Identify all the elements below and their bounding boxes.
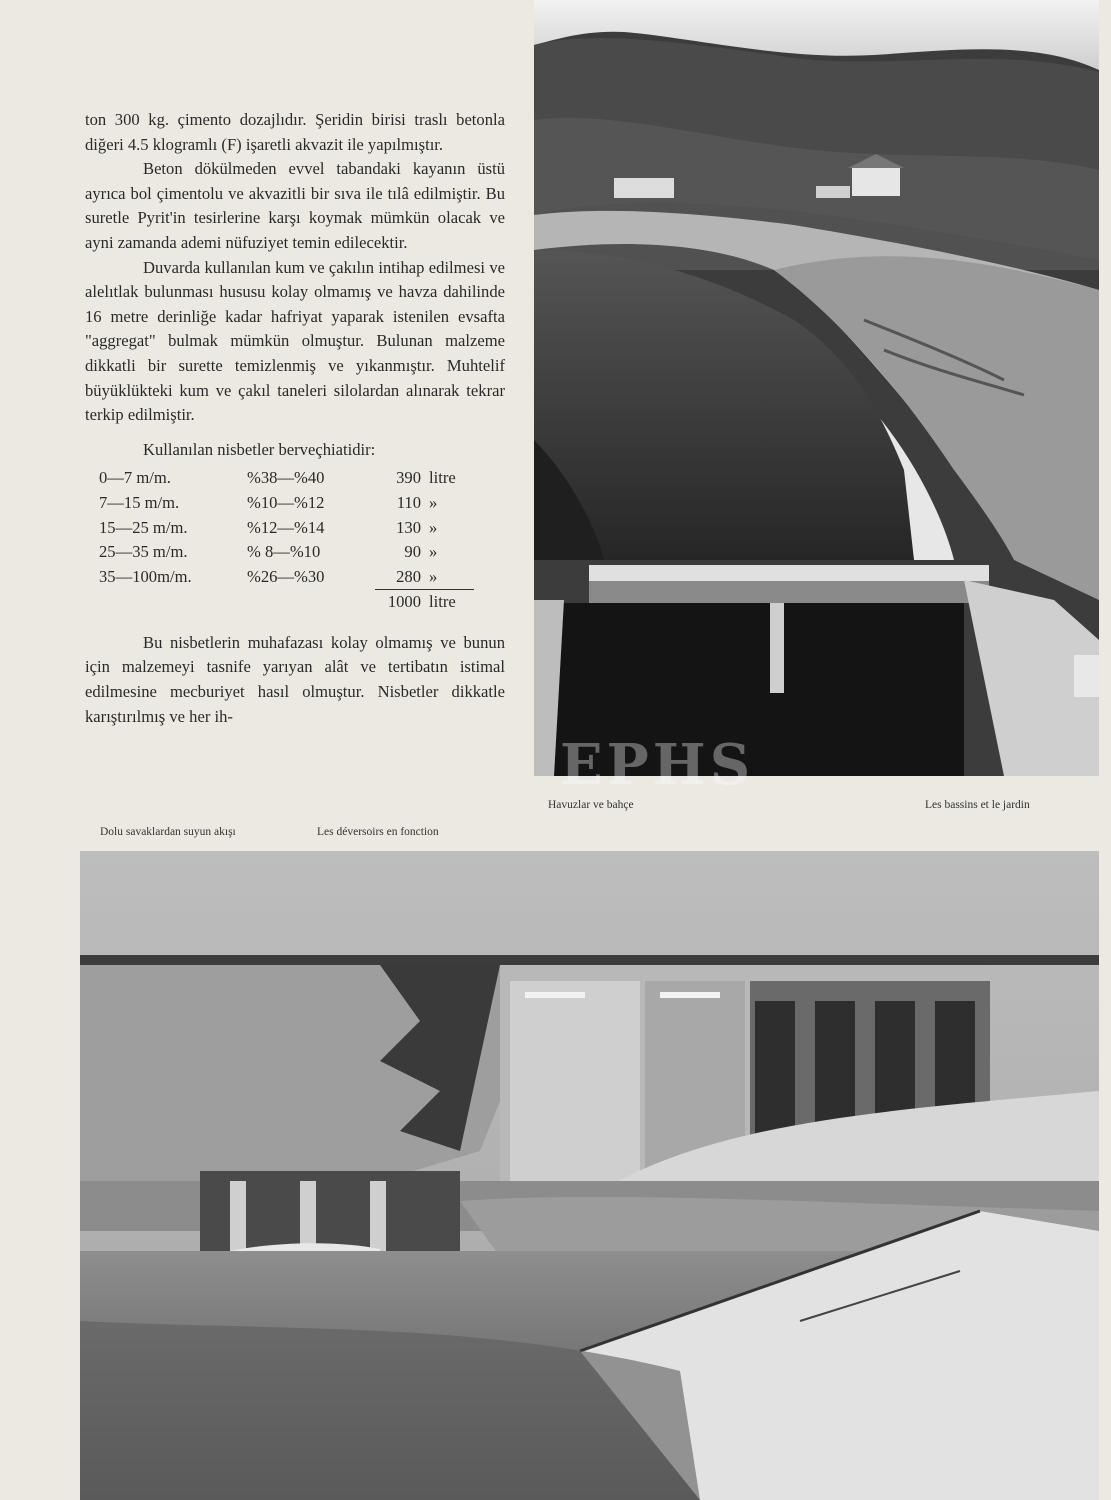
- mix-unit: »: [429, 492, 438, 512]
- mix-volume: 130: [396, 517, 421, 537]
- caption-bottom-fr: Les déversoirs en fonction: [317, 826, 439, 838]
- mix-percent: %12—%14: [247, 517, 325, 537]
- mix-total-volume: 1000: [375, 590, 421, 615]
- mix-size: 7—15 m/m.: [99, 492, 180, 512]
- caption-top-tr: Havuzlar ve bahçe: [548, 799, 634, 811]
- caption-top-fr: Les bassins et le jardin: [925, 799, 1030, 811]
- mix-percent: %38—%40: [247, 468, 325, 488]
- mix-size: 25—35 m/m.: [99, 542, 188, 562]
- mix-row: [99, 466, 474, 491]
- mix-unit: »: [429, 517, 438, 537]
- photo-bassins-illustration: [534, 0, 1099, 776]
- mix-percent: %26—%30: [247, 566, 325, 586]
- mix-volume: 390: [396, 468, 421, 488]
- mix-row: [99, 565, 474, 590]
- mix-total-row: [99, 590, 474, 615]
- mix-row: [99, 491, 474, 516]
- mix-row: [99, 540, 474, 565]
- paragraph-2: Beton dökülmeden evvel tabandaki kayanın üstü ayrıca bol çimentolu ve akvazitli bir sıva ile tılâ edilmiştir. Bu suretle Pyrit'in tesirlerine karşı koymak mümkün olacak ve ayni zamanda ademi nüfuziyet temin edilecektir.: [85, 159, 505, 252]
- paragraph-3: Duvarda kullanılan kum ve çakılın intihap edilmesi ve alelıtlak bulunması hususu kolay olmamış ve havza dahilinde 16 metre derinliğe kadar hafriyat yaparak istenilen evsafta "aggregat" bulmak mümkün olmuştur. Bulunan malzeme dikkatli bir surette temizlenmiş ve yıkanmıştır. Muhtelif büyüklükteki kum ve çakıl taneleri silolardan alınarak tekrar terkip edilmiştir.: [85, 257, 505, 425]
- article-text: [85, 108, 505, 729]
- mix-size: 0—7 m/m.: [99, 468, 171, 488]
- mix-row: [99, 516, 474, 541]
- caption-bottom-tr: Dolu savaklardan suyun akışı: [100, 826, 236, 838]
- mix-size: 15—25 m/m.: [99, 517, 188, 537]
- aggregate-mix-table: [99, 466, 474, 615]
- photo-deversoirs: [80, 851, 1099, 1500]
- mix-volume: 110: [396, 492, 421, 512]
- mix-percent: % 8—%10: [247, 542, 321, 562]
- mix-size: 35—100m/m.: [99, 566, 192, 586]
- paragraph-1: ton 300 kg. çimento dozajlıdır. Şeridin birisi traslı betonla diğeri 4.5 klogramlı (F) işaretli akvazit ile yapılmıştır.: [85, 110, 505, 154]
- mix-unit: litre: [429, 468, 456, 488]
- mix-total-unit: litre: [421, 590, 474, 615]
- photo-deversoirs-illustration: [80, 851, 1099, 1500]
- mix-percent: %10—%12: [247, 492, 325, 512]
- paragraph-4: Kullanılan nisbetler berveçhiatidir:: [143, 439, 376, 459]
- mix-unit: »: [429, 542, 438, 562]
- mix-unit: »: [429, 566, 438, 586]
- watermark: EPHS: [560, 732, 755, 798]
- mix-volume: 280: [396, 566, 421, 586]
- photo-bassins-jardin: [534, 0, 1099, 776]
- mix-volume: 90: [404, 542, 421, 562]
- closing-paragraph: Bu nisbetlerin muhafazası kolay olmamış ve bunun için malzemeyi tasnife yarıyan alât ve tertibatın istimal edilmesine mecburiyet hasıl olmuştur. Nisbetler dikkatle karıştırılmış ve her ih-: [85, 632, 505, 726]
